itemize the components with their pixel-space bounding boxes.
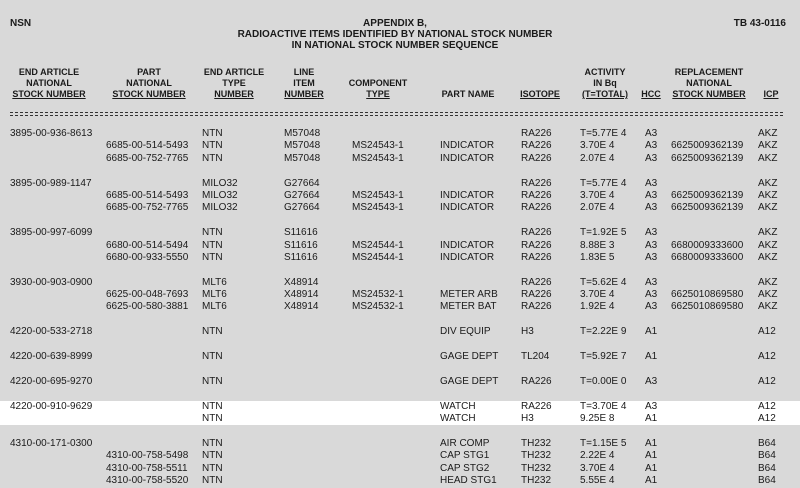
cell-activity: 2.07E 4 [580,152,615,164]
cell-end-article-nsn: 4310-00-171-0300 [10,437,93,449]
cell-activity: 1.83E 5 [580,251,615,263]
col-replacement [666,67,752,100]
col-head-line: NATIONAL [26,78,72,88]
cell-icp: A12 [758,412,776,424]
col-part [108,67,190,100]
cell-component-type: MS24532-1 [352,301,404,313]
row-spacer [0,339,800,351]
cell-part-name: INDICATOR [440,140,495,152]
cell-replacement-nsn: 6680009333600 [671,239,744,251]
cell-hcc: A3 [645,289,658,301]
cell-article-type: MILO32 [202,202,238,214]
col-icp [756,89,786,100]
table-row [0,240,800,252]
cell-article-type: NTN [202,474,223,486]
cell-line-item-number: M57048 [284,152,321,164]
cell-activity: T=2.22E 9 [580,326,627,338]
title-line: APPENDIX B, [363,18,427,29]
table-row [0,463,800,475]
cell-replacement-nsn: 6680009333600 [671,251,744,263]
col-head-line: NATIONAL [686,78,732,88]
cell-component-type: MS24543-1 [352,189,404,201]
cell-part-name: METER BAT [440,301,497,313]
cell-activity: T=1.15E 5 [580,437,627,449]
cell-activity: T=5.77E 4 [580,128,627,139]
cell-part-name: DIV EQUIP [440,326,491,338]
cell-activity: 3.70E 4 [580,189,615,201]
cell-isotope: RA226 [521,301,552,313]
cell-article-type: NTN [202,227,223,239]
document-title [0,18,800,51]
cell-icp: AKZ [758,301,778,313]
row-spacer [0,215,800,227]
col-head-line: COMPONENT [348,78,408,88]
cell-line-item-number: X48914 [284,301,319,313]
stock-number-table [0,128,800,487]
cell-part-name: GAGE DEPT [440,351,499,363]
cell-part-nsn: 6680-00-933-5550 [106,251,189,263]
table-row [0,376,800,388]
cell-isotope: RA226 [521,177,552,189]
cell-hcc: A3 [645,400,658,412]
cell-isotope: RA226 [521,289,552,301]
cell-article-type: NTN [202,152,223,164]
row-spacer [0,264,800,276]
cell-icp: A12 [758,351,776,363]
col-head-line: END ARTICLE [203,67,265,77]
cell-hcc: A3 [645,140,658,152]
cell-part-nsn: 6685-00-752-7765 [106,202,189,214]
cell-icp: B64 [758,462,776,474]
cell-isotope: TH232 [521,462,552,474]
cell-article-type: NTN [202,140,223,152]
cell-line-item-number: S11616 [284,251,318,263]
col-part-name [436,89,500,100]
cell-part-name: AIR COMP [440,437,490,449]
cell-part-nsn: 6685-00-752-7765 [106,152,189,164]
table-row [0,277,800,289]
cell-isotope: H3 [521,412,534,424]
cell-article-type: NTN [202,400,223,412]
col-component [344,78,412,100]
cell-replacement-nsn: 6625009362139 [671,152,744,164]
cell-activity: T=3.70E 4 [580,400,627,412]
cell-icp: B64 [758,450,776,462]
cell-line-item-number: X48914 [284,289,319,301]
col-type [199,67,269,100]
cell-hcc: A3 [645,177,658,189]
cell-end-article-nsn: 4220-00-695-9270 [10,375,93,387]
col-head-line: (T=TOTAL) [582,89,628,99]
cell-article-type: NTN [202,412,223,424]
cell-article-type: NTN [202,450,223,462]
cell-part-name: HEAD STG1 [440,474,497,486]
cell-line-item-number: M57048 [284,128,321,139]
cell-activity: 3.70E 4 [580,289,615,301]
cell-hcc: A3 [645,239,658,251]
cell-icp: AKZ [758,239,778,251]
header-left-label: NSN [10,18,32,29]
cell-hcc: A3 [645,128,658,139]
row-spacer [0,314,800,326]
cell-part-nsn: 6685-00-514-5493 [106,140,189,152]
cell-part-name: CAP STG1 [440,450,490,462]
cell-icp: AKZ [758,128,778,139]
cell-replacement-nsn: 6625009362139 [671,202,744,214]
cell-article-type: NTN [202,326,223,338]
row-spacer [0,165,800,177]
table-row [0,140,800,152]
cell-part-name: CAP STG2 [440,462,490,474]
col-head-line: TYPE [222,78,246,88]
cell-hcc: A3 [645,375,658,387]
col-hcc [638,89,664,100]
cell-icp: AKZ [758,289,778,301]
cell-icp: A12 [758,326,776,338]
cell-hcc: A1 [645,462,658,474]
cell-icp: B64 [758,474,776,486]
cell-end-article-nsn: 3930-00-903-0900 [10,276,93,288]
cell-part-nsn: 6625-00-580-3881 [106,301,189,313]
cell-activity: 1.92E 4 [580,301,615,313]
col-head-line: NUMBER [214,89,254,99]
cell-part-name: METER ARB [440,289,498,301]
table-row [0,351,800,363]
table-row [0,438,800,450]
cell-replacement-nsn: 6625010869580 [671,301,744,313]
cell-part-name: WATCH [440,400,476,412]
cell-article-type: MLT6 [202,276,227,288]
row-spacer [0,388,800,400]
cell-isotope: TH232 [521,474,552,486]
table-row [0,289,800,301]
cell-part-nsn: 4310-00-758-5520 [106,474,189,486]
cell-article-type: NTN [202,128,223,139]
cell-part-name: INDICATOR [440,239,495,251]
cell-isotope: TL204 [521,351,550,363]
cell-icp: AKZ [758,177,778,189]
cell-article-type: NTN [202,462,223,474]
col-head-line: TYPE [366,89,390,99]
cell-part-nsn: 6680-00-514-5494 [106,239,189,251]
cell-icp: AKZ [758,140,778,152]
cell-hcc: A1 [645,326,658,338]
cell-part-name: INDICATOR [440,189,495,201]
table-row [0,128,800,140]
cell-line-item-number: S11616 [284,227,318,239]
cell-article-type: NTN [202,251,223,263]
title-line: RADIOACTIVE ITEMS IDENTIFIED BY NATIONAL STOCK NUMBER [237,29,553,40]
cell-article-type: NTN [202,437,223,449]
cell-hcc: A1 [645,450,658,462]
cell-replacement-nsn: 6625010869580 [671,289,744,301]
cell-isotope: TH232 [521,450,552,462]
table-row [0,475,800,487]
cell-hcc: A3 [645,276,658,288]
cell-icp: AKZ [758,251,778,263]
cell-end-article-nsn: 4220-00-533-2718 [10,326,93,338]
col-head-line: END ARTICLE [18,67,80,77]
cell-icp: B64 [758,437,776,449]
cell-part-name: INDICATOR [440,251,495,263]
cell-article-type: MILO32 [202,189,238,201]
cell-component-type: MS24532-1 [352,289,404,301]
cell-end-article-nsn: 4220-00-910-9629 [10,400,93,412]
col-head-line: PART NAME [441,89,495,99]
header-right-label: TB 43-0116 [733,18,786,29]
cell-hcc: A3 [645,189,658,201]
cell-article-type: NTN [202,239,223,251]
cell-icp: AKZ [758,202,778,214]
table-row [0,401,800,413]
cell-isotope: RA226 [521,128,552,139]
cell-hcc: A3 [645,251,658,263]
cell-activity: T=0.00E 0 [580,375,627,387]
col-head-line: STOCK NUMBER [12,89,86,99]
col-head-line: REPLACEMENT [674,67,744,77]
cell-article-type: MLT6 [202,301,227,313]
col-head-line: NUMBER [284,89,324,99]
cell-activity: 9.25E 8 [580,412,615,424]
cell-icp: A12 [758,375,776,387]
cell-end-article-nsn: 4220-00-639-8999 [10,351,93,363]
col-head-line: STOCK NUMBER [112,89,186,99]
cell-isotope: RA226 [521,375,552,387]
row-spacer [0,425,800,437]
col-head-line: ICP [763,89,779,99]
title-line: IN NATIONAL STOCK NUMBER SEQUENCE [291,40,499,51]
cell-part-name: WATCH [440,412,476,424]
cell-isotope: RA226 [521,400,552,412]
cell-isotope: RA226 [521,276,552,288]
cell-end-article-nsn: 3895-00-989-1147 [10,177,92,189]
cell-component-type: MS24543-1 [352,202,404,214]
col-head-line: PART [137,67,161,77]
cell-line-item-number: G27664 [284,202,320,214]
col-head-line: ISOTOPE [520,89,560,99]
cell-activity: 3.70E 4 [580,462,615,474]
table-row [0,301,800,313]
cell-icp: AKZ [758,227,778,239]
col-isotope [516,89,564,100]
cell-hcc: A1 [645,474,658,486]
col-head-line: NATIONAL [126,78,172,88]
cell-hcc: A3 [645,152,658,164]
cell-component-type: MS24544-1 [352,239,404,251]
cell-isotope: RA226 [521,251,552,263]
cell-icp: AKZ [758,189,778,201]
cell-replacement-nsn: 6625009362139 [671,189,744,201]
cell-activity: T=5.62E 4 [580,276,627,288]
cell-icp: AKZ [758,152,778,164]
cell-activity: 2.22E 4 [580,450,615,462]
cell-icp: A12 [758,400,776,412]
col-head-line: HCC [641,89,661,99]
cell-hcc: A3 [645,301,658,313]
cell-isotope: RA226 [521,227,552,239]
cell-component-type: MS24543-1 [352,152,404,164]
cell-article-type: MLT6 [202,289,227,301]
cell-isotope: RA226 [521,239,552,251]
table-row [0,413,800,425]
cell-icp: AKZ [758,276,778,288]
cell-activity: T=5.92E 7 [580,351,627,363]
cell-replacement-nsn: 6625009362139 [671,140,744,152]
header-separator [10,115,783,116]
cell-part-name: GAGE DEPT [440,375,499,387]
cell-line-item-number: M57048 [284,140,321,152]
cell-end-article-nsn: 3895-00-997-6099 [10,227,93,239]
cell-hcc: A3 [645,227,658,239]
cell-activity: 3.70E 4 [580,140,615,152]
cell-line-item-number: X48914 [284,276,319,288]
cell-part-name: INDICATOR [440,202,495,214]
cell-activity: 5.55E 4 [580,474,615,486]
cell-hcc: A3 [645,202,658,214]
cell-line-item-number: G27664 [284,177,320,189]
table-row [0,153,800,165]
cell-isotope: RA226 [521,189,552,201]
cell-activity: T=1.92E 5 [580,227,627,239]
table-row [0,202,800,214]
col-activity [576,67,634,100]
cell-isotope: H3 [521,326,534,338]
cell-hcc: A1 [645,351,658,363]
cell-part-nsn: 4310-00-758-5511 [106,462,188,474]
cell-hcc: A1 [645,412,658,424]
cell-activity: 2.07E 4 [580,202,615,214]
cell-part-name: INDICATOR [440,152,495,164]
table-row [0,178,800,190]
cell-isotope: RA226 [521,152,552,164]
cell-part-nsn: 6685-00-514-5493 [106,189,189,201]
col-head-line: LINE [293,67,315,77]
table-row [0,326,800,338]
row-spacer [0,363,800,375]
cell-isotope: RA226 [521,140,552,152]
cell-activity: T=5.77E 4 [580,177,627,189]
cell-part-nsn: 6625-00-048-7693 [106,289,189,301]
header-separator [10,112,783,113]
cell-activity: 8.88E 3 [580,239,615,251]
cell-isotope: TH232 [521,437,552,449]
col-head-line: STOCK NUMBER [672,89,746,99]
cell-hcc: A1 [645,437,658,449]
table-row [0,190,800,202]
cell-line-item-number: S11616 [284,239,318,251]
table-row [0,450,800,462]
cell-component-type: MS24544-1 [352,251,404,263]
col-head-line: ITEM [293,78,315,88]
col-end-article [10,67,88,100]
cell-isotope: RA226 [521,202,552,214]
cell-end-article-nsn: 3895-00-936-8613 [10,128,93,139]
cell-article-type: MILO32 [202,177,238,189]
cell-article-type: NTN [202,351,223,363]
col-line [280,67,328,100]
cell-part-nsn: 4310-00-758-5498 [106,450,189,462]
cell-component-type: MS24543-1 [352,140,404,152]
table-row [0,227,800,239]
col-head-line: IN Bq [593,78,617,88]
table-row [0,252,800,264]
col-head-line: ACTIVITY [584,67,626,77]
cell-article-type: NTN [202,375,223,387]
cell-line-item-number: G27664 [284,189,320,201]
